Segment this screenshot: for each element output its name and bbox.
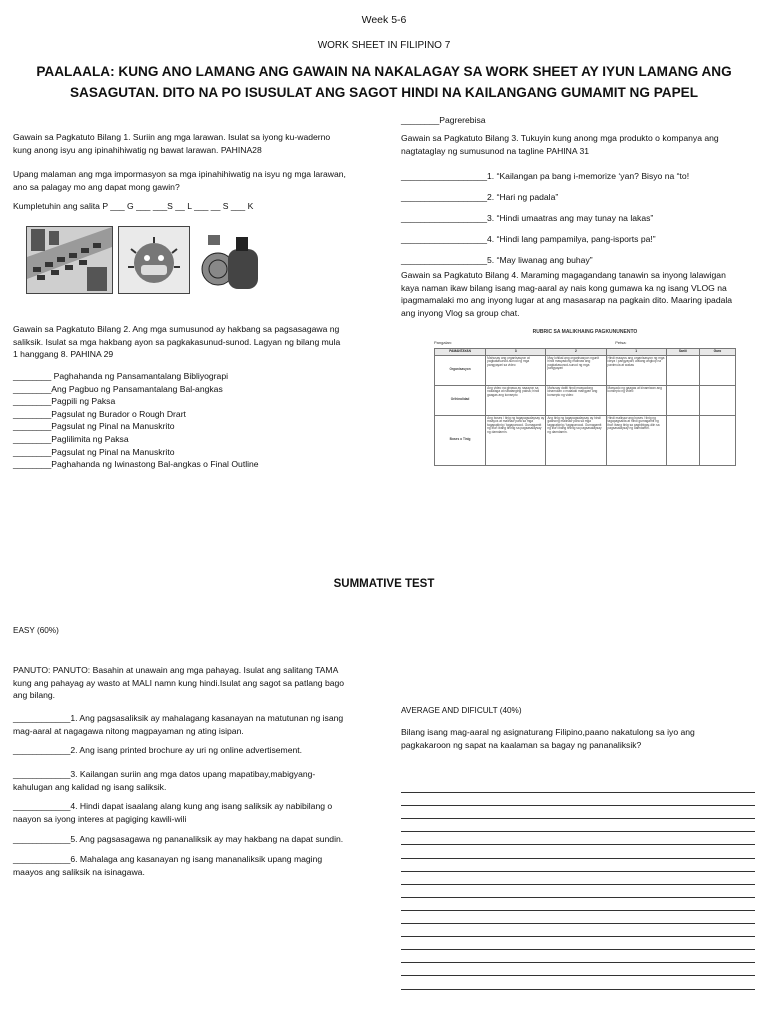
pagrerebisa-item: ________Pagrerebisa (401, 115, 486, 125)
rubric-header: Sariii (666, 349, 699, 356)
complete-word-prompt: Kumpletuhin ang salita P ___ G ___ ___S __ L ___ __ S ___ K (13, 201, 254, 211)
table-row: Orihinalidad Ang video na ginawa ay naaayon sa nakalaga at natatanging paksa; hindi gaagas ang konsepto Mahusay datiti hindi masyadong kinamulan o malalaki mangyari ang konsepto ng video Masyado ng gaagas at kinamiwan ang konsepto ng video (435, 385, 736, 415)
research-steps-list (13, 370, 259, 471)
tagline-list (401, 166, 689, 271)
list-item: __________________2. “Hari ng padala” (401, 192, 559, 202)
table-row: Organisasyon Mahusay ang organisasyon at pagkakasunod-sunod ng mga pangyayari sa video May lohikal ang organisasyon ngunit hindi masyadong malinaw ang pagkakasunod-sunod ng mga pangyayari Hindi maayos ang organisasyon ng mga ideya / pangyayari; walang angkop na panimula at wakas (435, 355, 736, 385)
worksheet-subtitle: WORK SHEET IN FILIPINO 7 (317, 40, 451, 51)
gas-tank-image (195, 226, 267, 294)
rubric-header: 2 (546, 349, 606, 356)
rubric-header: PAMANTAYAN (435, 349, 486, 356)
average-difficult-label: AVERAGE AND DIFICULT (40%) (401, 706, 522, 715)
list-item: ____________6. Mahalaga ang kasanayan ng isang mananaliksik upang maging maayos ang saliksik na isinagawa. (13, 854, 323, 877)
panuto-instructions: PANUTO: PANUTO: Basahin at unawain ang mga pahayag. Isulat ang salitang TAMA kung ang pahayag ay wasto at MALI namn kung hindi.Isulat ang sagot sa patlang bago ang bilang. (13, 665, 345, 700)
table-row: Boses o Tinig Ang boses / tinig ng tagapagsalaysay ay maayos at malinaw para sa mga tagapakinig / tagapanood. Gumagamit ng iba't ibang tininig sa pagsasalaysay ng damdamin. Ang tinig ng tagapagsalaysay ay hindi gaanong malinaw para sa mga tagapakinig / tagapanood. Gumagamit ng iba't ibang tininig sa pagsasalaysay ng damdamin. Hindi malinaw ang boses / tinig ng tagapagsalita at hindi gumagamit ng iba't ibang tinig sa pagbibigay-diin sa pagsasalaysay ng damdamin. (435, 415, 736, 465)
activity-2-instructions: Gawain sa Pagkatuto Bilang 2. Ang mga sumusunod ay hakbang sa pagsasagawa ng saliksik. Isulat sa mga hakbang ayon sa pagkakasunud-sunod. Lagyan ng bilang mula 1 hanggang 8. PAHINA 29 (13, 324, 341, 359)
list-item: __________________1. “Kailangan pa bang i-memorize ‘yan? Bisyo na “to! (401, 171, 690, 181)
list-item: ____________5. Ang pagsasagawa ng pananaliksik ay may hakbang na dapat sundin. (13, 834, 344, 844)
list-item: ____________4. Hindi dapat isaalang alang kung ang isang saliksik ay nabibilang o naayon sa iyong interes at pagiging kawili-wili (13, 801, 333, 824)
list-item: ________Pagpili ng Paksa (13, 396, 116, 407)
list-item: __________________3. “Hindi umaatras ang may tunay na lakas” (401, 213, 654, 223)
easy-label: EASY (60%) (13, 626, 59, 635)
list-item: ____________3. Kailangan suriin ang mga datos upang mapatibay,mabigyang- kahulugan ang kalidad ng isang saliksik. (13, 769, 316, 792)
list-item: ________Pagsulat ng Burador o Rough Drart (13, 408, 186, 419)
average-question: Bilang isang mag-aaral ng asignaturang Filipino,paano nakatulong sa iyo ang pagkakaroon ng sapat na kaalaman sa bagay ng pananaliksik? (401, 727, 695, 750)
rubric-title: RUBRIC SA MALIKHAING PAGKUNUNENTO (532, 329, 638, 335)
list-item: ________ Paghahanda ng Pansamantalang Bibliyograpi (13, 371, 229, 381)
rubric-date-label: Petsa: (615, 340, 627, 345)
list-item: __________________4. “Hindi lang pampamilya, pang-isports pa!” (401, 234, 656, 244)
rubric-header: 3 (486, 349, 546, 356)
summative-title: SUMMATIVE TEST (333, 578, 435, 590)
city-traffic-image (26, 226, 113, 294)
list-item: ________Paglilimita ng Paksa (13, 433, 129, 444)
list-item: ____________2. Ang isang printed brochure ay uri ng online advertisement. (13, 745, 303, 755)
rubric-table (434, 328, 736, 476)
covid-virus-image (118, 226, 190, 294)
list-item: ____________1. Ang pagsasaliksik ay mahalagang kasanayan na matutunan ng isang mag-aaral at nagagawa nitong magpayaman ng ating isipan. (13, 713, 344, 736)
notice-line-1: PAALAALA: KUNG ANO LAMANG ANG GAWAIN NA NAKALAGAY SA WORK SHEET AY IYUN LAMANG ANG (36, 64, 732, 79)
list-item: ________Paghahanda ng Iwinastong Bal-angkas o Final Outline (13, 459, 259, 470)
activity-3-instructions: Gawain sa Pagkatuto Bilang 3. Tukuyin kung anong mga produkto o kompanya ang nagtataglay ng sumusunod na tagline PAHINA 31 (401, 133, 719, 156)
list-item: ________Pagsulat ng Pinal na Manuskrito (13, 446, 175, 457)
list-item: __________________5. “May liwanag ang buhay” (401, 255, 593, 265)
activity-1-instructions: Gawain sa Pagkatuto Bilang 1. Suriin ang mga larawan. Isulat sa iyong ku-waderno kung anong isyu ang ipinahihiwatig ng bawat larawan. PAHINA28 (13, 132, 331, 155)
activity-4-instructions: Gawain sa Pagkatuto Bilang 4. Maraming magagandang tanawin sa inyong lalawigan kaya naman ikaw bilang isang mag-aaral ay nais kong gumawa ka ng isang VLOG na ipagmamalaki mo ang inyong lugar at ang masasarap na pagkain dito. Maaring ipadala ang inyong Vlog sa group chat. (401, 270, 733, 318)
answer-lines[interactable] (401, 780, 755, 990)
true-false-items (13, 712, 393, 878)
week-label: Week 5-6 (361, 14, 407, 26)
rubric-header: 1 (606, 349, 666, 356)
activity-1-question: Upang malaman ang mga impormasyon sa mga ipinahihiwatig na isyu ng mga larawan, ano sa palagay mo ang dapat mong gawin? (13, 169, 346, 192)
rubric-name-label: Pangalan: (434, 340, 453, 345)
list-item: ________Ang Pagbuo ng Pansamantalang Bal-angkas (13, 383, 223, 394)
notice-line-2: SASAGUTAN. DITO NA PO ISUSULAT ANG SAGOT HINDI NA KAILANGANG GUMAMIT NG PAPEL (69, 85, 699, 100)
rubric-header: Guro (699, 349, 735, 356)
list-item: ________Pagsulat ng Pinal na Manuskrito (13, 421, 175, 432)
